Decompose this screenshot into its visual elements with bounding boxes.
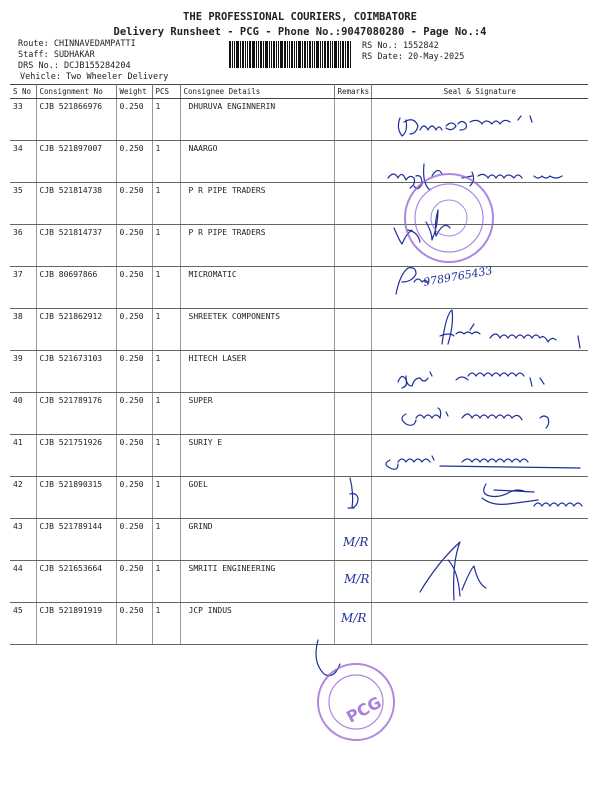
table-row <box>10 603 588 645</box>
cell-seal-signature <box>371 141 588 183</box>
cell-seal-signature <box>371 351 588 393</box>
cell-pcs: 1 <box>152 603 180 645</box>
table-row <box>10 351 588 393</box>
cell-sno: 39 <box>10 351 36 393</box>
cell-seal-signature <box>371 267 588 309</box>
cell-sno: 41 <box>10 435 36 477</box>
cell-pcs: 1 <box>152 519 180 561</box>
cell-consignee: MICROMATIC <box>180 267 334 309</box>
phone-scribble-37: 9789765433 <box>422 263 494 289</box>
cell-pcs: 1 <box>152 393 180 435</box>
cell-sno: 45 <box>10 603 36 645</box>
cell-seal-signature <box>371 519 588 561</box>
barcode-bar <box>324 41 326 68</box>
cell-sno: 38 <box>10 309 36 351</box>
runsheet-subtitle: Delivery Runsheet - PCG - Phone No.:9047080280 - Page No.:4 <box>113 26 487 38</box>
cell-consignment: CJB 521814737 <box>36 225 116 267</box>
barcode-bar <box>342 41 344 68</box>
cell-consignment: CJB 521891919 <box>36 603 116 645</box>
cell-remarks <box>334 225 371 267</box>
table-row <box>10 99 588 141</box>
cell-sno: 44 <box>10 561 36 603</box>
cell-weight: 0.250 <box>116 351 152 393</box>
company-stamp-lower <box>318 664 394 740</box>
cell-consignee: SUPER <box>180 393 334 435</box>
table-row <box>10 225 588 267</box>
cell-consignment: CJB 521789144 <box>36 519 116 561</box>
cell-weight: 0.250 <box>116 519 152 561</box>
table-row <box>10 183 588 225</box>
barcode-bar <box>234 41 235 68</box>
barcode-bar <box>304 41 306 68</box>
cell-weight: 0.250 <box>116 477 152 519</box>
cell-sno: 43 <box>10 519 36 561</box>
rs-number: RS No.: 1552842 <box>362 41 439 51</box>
rs-date: RS Date: 20-May-2025 <box>362 52 465 62</box>
cell-pcs: 1 <box>152 561 180 603</box>
cell-remarks <box>334 309 371 351</box>
cell-consignee: HITECH LASER <box>180 351 334 393</box>
cell-weight: 0.250 <box>116 225 152 267</box>
barcode-bar <box>265 41 268 68</box>
barcode-bar <box>280 41 283 68</box>
cell-seal-signature <box>371 225 588 267</box>
barcode-bar <box>256 41 257 68</box>
cell-pcs: 1 <box>152 99 180 141</box>
cell-seal-signature <box>371 603 588 645</box>
barcode-bar <box>345 41 346 68</box>
cell-consignment: CJB 521653664 <box>36 561 116 603</box>
cell-consignee: JCP INDUS <box>180 603 334 645</box>
cell-pcs: 1 <box>152 351 180 393</box>
cell-pcs: 1 <box>152 141 180 183</box>
barcode-bar <box>247 41 248 68</box>
barcode-bar <box>249 41 251 68</box>
cell-weight: 0.250 <box>116 561 152 603</box>
cell-seal-signature <box>371 183 588 225</box>
barcode-bar <box>332 41 333 68</box>
cell-weight: 0.250 <box>116 267 152 309</box>
cell-weight: 0.250 <box>116 435 152 477</box>
vehicle-label: Vehicle: Two Wheeler Delivery <box>20 72 169 82</box>
barcode-bar <box>347 41 349 68</box>
cell-weight: 0.250 <box>116 99 152 141</box>
barcode-bar <box>229 41 231 68</box>
barcode-bar <box>296 41 297 68</box>
barcode <box>229 41 357 68</box>
cell-remarks <box>334 435 371 477</box>
barcode-bar <box>240 41 241 68</box>
barcode-bar <box>260 41 262 68</box>
cell-sno: 34 <box>10 141 36 183</box>
cell-weight: 0.250 <box>116 183 152 225</box>
cell-weight: 0.250 <box>116 603 152 645</box>
cell-remarks <box>334 477 371 519</box>
barcode-bar <box>307 41 308 68</box>
cell-sno: 33 <box>10 99 36 141</box>
barcode-bar <box>263 41 264 68</box>
cell-consignment: CJB 521862912 <box>36 309 116 351</box>
cell-remarks <box>334 141 371 183</box>
cell-consignee: P R PIPE TRADERS <box>180 183 334 225</box>
cell-remarks <box>334 393 371 435</box>
cell-seal-signature <box>371 309 588 351</box>
cell-seal-signature <box>371 561 588 603</box>
cell-remarks <box>334 603 371 645</box>
table-row <box>10 267 588 309</box>
barcode-bar <box>273 41 275 68</box>
barcode-bar <box>242 41 244 68</box>
barcode-bar <box>338 41 339 68</box>
cell-consignee: P R PIPE TRADERS <box>180 225 334 267</box>
cell-weight: 0.250 <box>116 309 152 351</box>
table-row <box>10 477 588 519</box>
cell-remarks <box>334 99 371 141</box>
stamp-text: PCG <box>343 692 385 727</box>
cell-consignment: CJB 521890315 <box>36 477 116 519</box>
barcode-bar <box>294 41 295 68</box>
barcode-bar <box>298 41 301 68</box>
barcode-bar <box>340 41 341 68</box>
barcode-bar <box>302 41 303 68</box>
table-row <box>10 309 588 351</box>
col-header-pcs: PCS <box>152 85 180 99</box>
route-label: Route: CHINNAVEDAMPATTI <box>18 39 136 49</box>
cell-consignment: CJB 521673103 <box>36 351 116 393</box>
cell-remarks <box>334 519 371 561</box>
cell-consignee: NAARGO <box>180 141 334 183</box>
barcode-bar <box>312 41 313 68</box>
barcode-bar <box>350 41 351 68</box>
table-header-row <box>10 85 588 99</box>
barcode-bar <box>330 41 331 68</box>
cell-pcs: 1 <box>152 477 180 519</box>
cell-seal-signature <box>371 99 588 141</box>
cell-consignee: SURIY E <box>180 435 334 477</box>
cell-remarks <box>334 351 371 393</box>
cell-pcs: 1 <box>152 309 180 351</box>
table-row <box>10 561 588 603</box>
table-row <box>10 393 588 435</box>
cell-weight: 0.250 <box>116 141 152 183</box>
runsheet-table <box>10 84 588 645</box>
cell-consignment: CJB 521789176 <box>36 393 116 435</box>
col-header-consignment: Consignment No <box>36 85 116 99</box>
barcode-bar <box>314 41 315 68</box>
cell-pcs: 1 <box>152 225 180 267</box>
col-header-seal-signature: Seal & Signature <box>371 85 588 99</box>
table-row <box>10 519 588 561</box>
barcode-bar <box>232 41 233 68</box>
cell-consignee: SMRITI ENGINEERING <box>180 561 334 603</box>
cell-consignee: GRIND <box>180 519 334 561</box>
cell-remarks <box>334 267 371 309</box>
col-header-sno: S No <box>10 85 36 99</box>
table-row <box>10 435 588 477</box>
barcode-bar <box>316 41 319 68</box>
cell-seal-signature <box>371 477 588 519</box>
cell-consignee: GOEL <box>180 477 334 519</box>
barcode-bar <box>271 41 272 68</box>
cell-remarks <box>334 561 371 603</box>
barcode-bar <box>278 41 279 68</box>
barcode-bar <box>258 41 259 68</box>
cell-consignment: CJB 80697866 <box>36 267 116 309</box>
remark-row-43: M/R <box>343 535 369 549</box>
cell-sno: 37 <box>10 267 36 309</box>
barcode-bar <box>236 41 239 68</box>
barcode-bar <box>284 41 286 68</box>
cell-remarks <box>334 183 371 225</box>
cell-seal-signature <box>371 435 588 477</box>
cell-consignee: DHURUVA ENGINNERIN <box>180 99 334 141</box>
cell-consignment: CJB 521751926 <box>36 435 116 477</box>
barcode-bar <box>309 41 311 68</box>
col-header-remarks: Remarks <box>334 85 371 99</box>
cell-pcs: 1 <box>152 183 180 225</box>
barcode-bar <box>276 41 277 68</box>
barcode-bar <box>252 41 255 68</box>
cell-sno: 40 <box>10 393 36 435</box>
pen-loop <box>316 640 340 676</box>
cell-consignment: CJB 521866976 <box>36 99 116 141</box>
barcode-bar <box>289 41 290 68</box>
remark-row-44: M/R <box>344 572 370 586</box>
remark-row-45: M/R <box>341 611 367 625</box>
barcode-bar <box>291 41 293 68</box>
cell-consignee: SHREETEK COMPONENTS <box>180 309 334 351</box>
cell-pcs: 1 <box>152 435 180 477</box>
cell-sno: 36 <box>10 225 36 267</box>
col-header-consignee: Consignee Details <box>180 85 334 99</box>
staff-label: Staff: SUDHAKAR <box>18 50 95 60</box>
barcode-bar <box>287 41 288 68</box>
col-header-weight: Weight <box>116 85 152 99</box>
table-row <box>10 141 588 183</box>
cell-consignment: CJB 521814738 <box>36 183 116 225</box>
cell-sno: 35 <box>10 183 36 225</box>
cell-pcs: 1 <box>152 267 180 309</box>
cell-weight: 0.250 <box>116 393 152 435</box>
barcode-bar <box>327 41 329 68</box>
barcode-bar <box>334 41 337 68</box>
cell-consignment: CJB 521897007 <box>36 141 116 183</box>
barcode-bar <box>322 41 323 68</box>
barcode-bar <box>269 41 270 68</box>
company-title: THE PROFESSIONAL COURIERS, COIMBATORE <box>183 11 417 23</box>
barcode-bar <box>320 41 321 68</box>
cell-sno: 42 <box>10 477 36 519</box>
barcode-bar <box>245 41 246 68</box>
drs-number: DRS No.: DCJB155284204 <box>18 61 131 71</box>
cell-seal-signature <box>371 393 588 435</box>
